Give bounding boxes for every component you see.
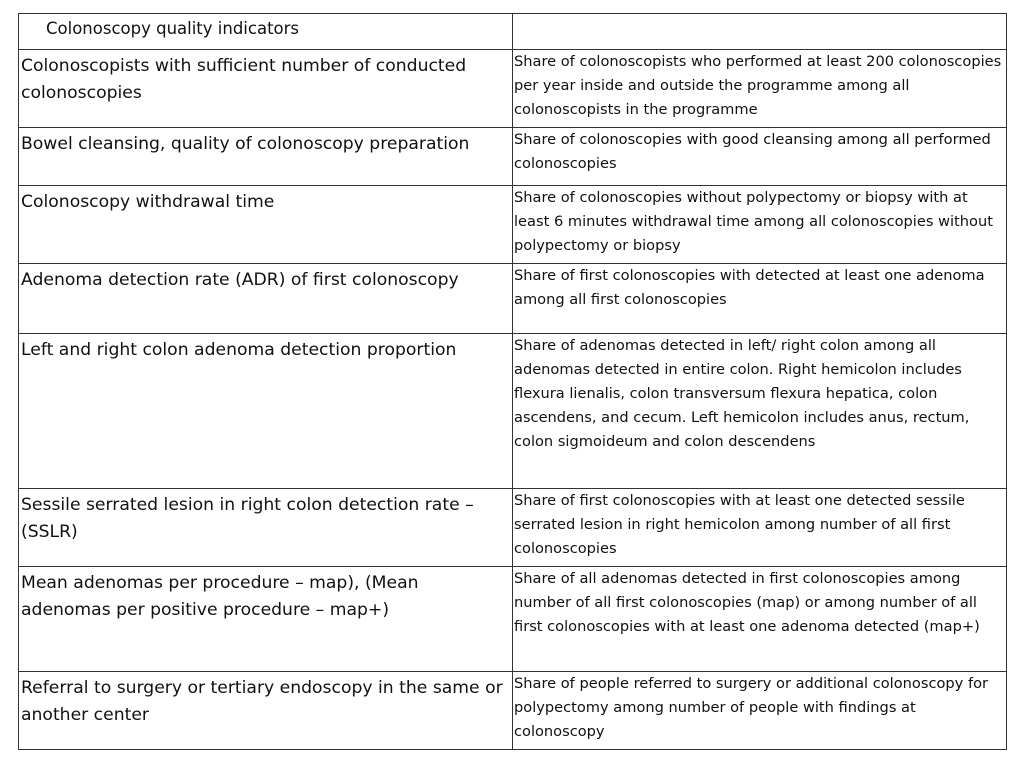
- table-header-empty-cell: [513, 14, 1007, 50]
- definition-cell: Share of all adenomas detected in first colonoscopies among number of all first colonoscopies (map) or among number of all first colonoscopies with at least one adenoma detected (map+): [513, 567, 1007, 672]
- indicator-cell: Mean adenomas per procedure – map), (Mean adenomas per positive procedure – map+): [19, 567, 513, 672]
- definition-cell: Share of people referred to surgery or additional colonoscopy for polypectomy among number of people with findings at colonoscopy: [513, 672, 1007, 750]
- definition-cell: Share of colonoscopists who performed at least 200 colonoscopies per year inside and outside the programme among all colonoscopists in the programme: [513, 50, 1007, 128]
- indicator-cell: Left and right colon adenoma detection proportion: [19, 334, 513, 489]
- indicator-cell: Colonoscopy withdrawal time: [19, 186, 513, 264]
- table-row: [19, 567, 1007, 672]
- indicator-cell: Bowel cleansing, quality of colonoscopy preparation: [19, 128, 513, 186]
- indicator-cell: Colonoscopists with sufficient number of conducted colonoscopies: [19, 50, 513, 128]
- indicator-cell: Sessile serrated lesion in right colon detection rate – (SSLR): [19, 489, 513, 567]
- table-row: [19, 50, 1007, 128]
- table-row: [19, 128, 1007, 186]
- table-row: [19, 489, 1007, 567]
- table-row: [19, 334, 1007, 489]
- definition-cell: Share of adenomas detected in left/ right colon among all adenomas detected in entire colon. Right hemicolon includes flexura lienalis, colon transversum flexura hepatica, colon ascendens, and cecum. Left hemicolon includes anus, rectum, colon sigmoideum and colon descendens: [513, 334, 1007, 489]
- definition-cell: Share of colonoscopies without polypectomy or biopsy with at least 6 minutes withdrawal time among all colonoscopies without polypectomy or biopsy: [513, 186, 1007, 264]
- indicator-cell: Adenoma detection rate (ADR) of first colonoscopy: [19, 264, 513, 334]
- table-row: [19, 186, 1007, 264]
- table-header-row: [19, 14, 1007, 50]
- definition-cell: Share of first colonoscopies with detected at least one adenoma among all first colonoscopies: [513, 264, 1007, 334]
- table-row: [19, 672, 1007, 750]
- quality-indicators-table: [18, 13, 1007, 750]
- indicator-cell: Referral to surgery or tertiary endoscopy in the same or another center: [19, 672, 513, 750]
- definition-cell: Share of colonoscopies with good cleansing among all performed colonoscopies: [513, 128, 1007, 186]
- definition-cell: Share of first colonoscopies with at least one detected sessile serrated lesion in right hemicolon among number of all first colonoscopies: [513, 489, 1007, 567]
- table-row: [19, 264, 1007, 334]
- table-header-title: Colonoscopy quality indicators: [19, 14, 513, 50]
